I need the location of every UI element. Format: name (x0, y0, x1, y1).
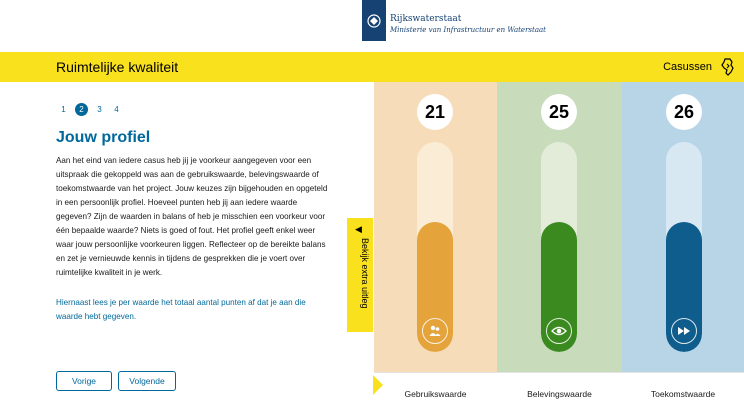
value-bar (417, 142, 453, 352)
step-4[interactable]: 4 (114, 105, 119, 114)
app-title[interactable]: Ruimtelijke kwaliteit (56, 59, 179, 75)
cases-link[interactable]: Casussen (663, 61, 712, 73)
previous-button[interactable]: Vorige (56, 371, 112, 391)
value-bar (541, 142, 577, 352)
app-bar (0, 52, 744, 82)
org-name: Rijkswaterstaat (390, 14, 462, 24)
tab-flap (373, 375, 383, 395)
points-explanation: Hiernaast lees je per waarde het totaal aantal punten af dat je aan die waarde hebt gegeven. (56, 298, 306, 321)
step-1[interactable]: 1 (61, 105, 66, 114)
site-header (0, 0, 744, 52)
eye-icon (546, 318, 572, 344)
netherlands-map-icon[interactable] (718, 57, 738, 77)
score-badge: 26 (666, 94, 702, 130)
chevron-left-icon: ◀ (355, 224, 362, 234)
value-bar (666, 142, 702, 352)
score-badge: 21 (417, 94, 453, 130)
value-label: Gebruikswaarde (404, 389, 467, 399)
profile-description: Aan het eind van iedere casus heb jij je voorkeur aangegeven voor een uitspraak die gekoppeld was aan de gebruikswaarde, belevingswaarde of toekomstwaarde van het project. Jouw keuzes zijn bijgehouden en opgeteld in een persoonlijk profiel. Hoeveel punten heb jij aan iedere waarde gegeven? Zijn de waarden in balans of heb je misschien een voorkeur voor één bepaalde waarde? Niets is goed of fout. Het profiel geeft enkel weer waar jouw persoonlijke voorkeuren liggen. Reflecteer op de bereikte balans en zet je vernieuwde kennis in tijdens de gesprekken die je voert over ruimtelijke kwaliteit in je werk. (56, 156, 328, 277)
rijkswaterstaat-logo (362, 0, 546, 41)
value-column-toekomstwaarde (622, 82, 744, 419)
page-title: Jouw profiel (56, 129, 151, 146)
step-2-active[interactable]: 2 (75, 103, 88, 116)
value-label: Belevingswaarde (527, 389, 592, 399)
score-badge: 25 (541, 94, 577, 130)
value-column-gebruikswaarde (374, 82, 497, 419)
value-bar-fill (666, 222, 702, 352)
value-column-belevingswaarde (497, 82, 622, 419)
step-indicator (58, 103, 122, 116)
next-button[interactable]: Volgende (118, 371, 176, 391)
people-icon (422, 318, 448, 344)
value-label: Toekomstwaarde (650, 389, 716, 399)
step-3[interactable]: 3 (97, 105, 102, 114)
fast-forward-icon (671, 318, 697, 344)
extra-explanation-label: Bekijk extra uitleg (360, 238, 370, 309)
value-bar-fill (417, 222, 453, 352)
extra-explanation-tab[interactable] (347, 218, 373, 332)
crest-icon (362, 0, 386, 41)
org-subtitle: Ministerie van Infrastructuur en Waterstaat (390, 26, 546, 34)
value-bar-fill (541, 222, 577, 352)
